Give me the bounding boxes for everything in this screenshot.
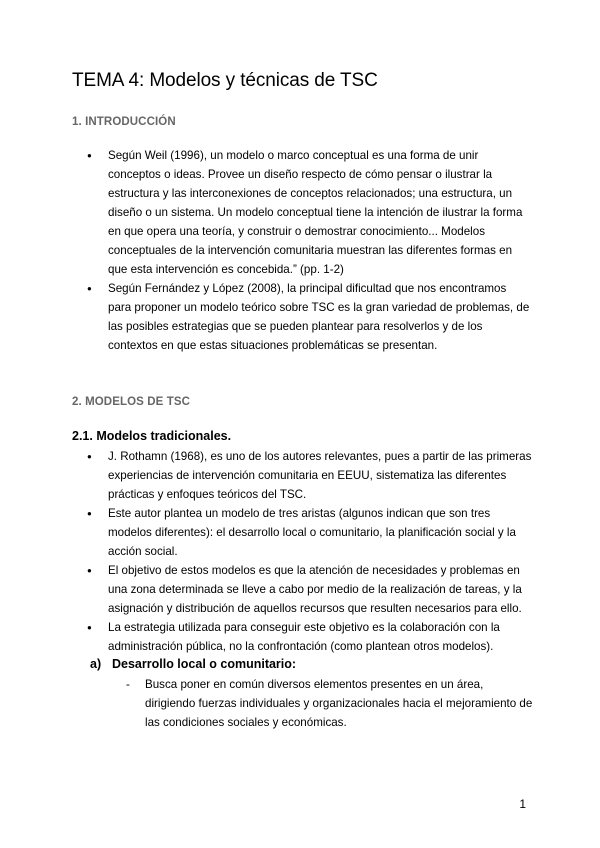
item-a-heading bbox=[90, 657, 296, 671]
page-number: 1 bbox=[519, 797, 526, 811]
modelos-bullet-list bbox=[72, 447, 532, 656]
subsection-heading-modelos-tradicionales: 2.1. Modelos tradicionales. bbox=[72, 429, 232, 443]
page-title: TEMA 4: Modelos y técnicas de TSC bbox=[72, 70, 378, 91]
item-a-marker: a) bbox=[90, 657, 102, 671]
introduccion-bullet-list bbox=[72, 146, 532, 355]
list-item: ● J. Rothamn (1968), es uno de los autores relevantes, pues a partir de las primeras experiencias de intervención comunitaria en EEUU, sistematiza las diferentes prácticas y enfoques teóricos del TSC. bbox=[72, 447, 532, 504]
section-heading-introduccion: 1. INTRODUCCIÓN bbox=[72, 116, 176, 128]
list-item: ● Este autor plantea un modelo de tres aristas (algunos indican que son tres modelos diferentes): el desarrollo local o comunitario, la planificación social y la acción social. bbox=[72, 504, 532, 561]
item-a-dash-list bbox=[126, 675, 536, 732]
list-item: ● Según Fernández y López (2008), la principal dificultad que nos encontramos para proponer un modelo teórico sobre TSC es la gran variedad de problemas, de las posibles estrategias que se pueden plantear para resolverlos y de los contextos en que estas situaciones problemáticas se presentan. bbox=[72, 279, 532, 355]
list-item: ● El objetivo de estos modelos es que la atención de necesidades y problemas en una zona determinada se lleve a cabo por medio de la realización de tareas, y la asignación y distribución de aquellos recursos que resulten necesarios para ello. bbox=[72, 561, 532, 618]
list-item: - Busca poner en común diversos elementos presentes en un área, dirigiendo fuerzas individuales y organizacionales hacia el mejoramiento de las condiciones sociales y económicas. bbox=[126, 675, 536, 732]
item-a-label: Desarrollo local o comunitario: bbox=[112, 657, 297, 671]
list-item: ● La estrategia utilizada para conseguir este objetivo es la colaboración con la administración pública, no la confrontación (como plantean otros modelos). bbox=[72, 618, 532, 656]
section-heading-modelos: 2. MODELOS DE TSC bbox=[72, 396, 190, 408]
list-item: ● Según Weil (1996), un modelo o marco conceptual es una forma de unir conceptos o ideas. Provee un diseño respecto de cómo pensar o ilustrar la estructura y las interconexiones de conceptos relacionados; una estructura, un diseño o un sistema. Un modelo conceptual tiene la intención de ilustrar la forma en que opera una teoría, y construir o demostrar conocimiento... Modelos conceptuales de la intervención comunitaria muestran las diferentes formas en que esta intervención es concebida.” (pp. 1-2) bbox=[72, 146, 532, 279]
